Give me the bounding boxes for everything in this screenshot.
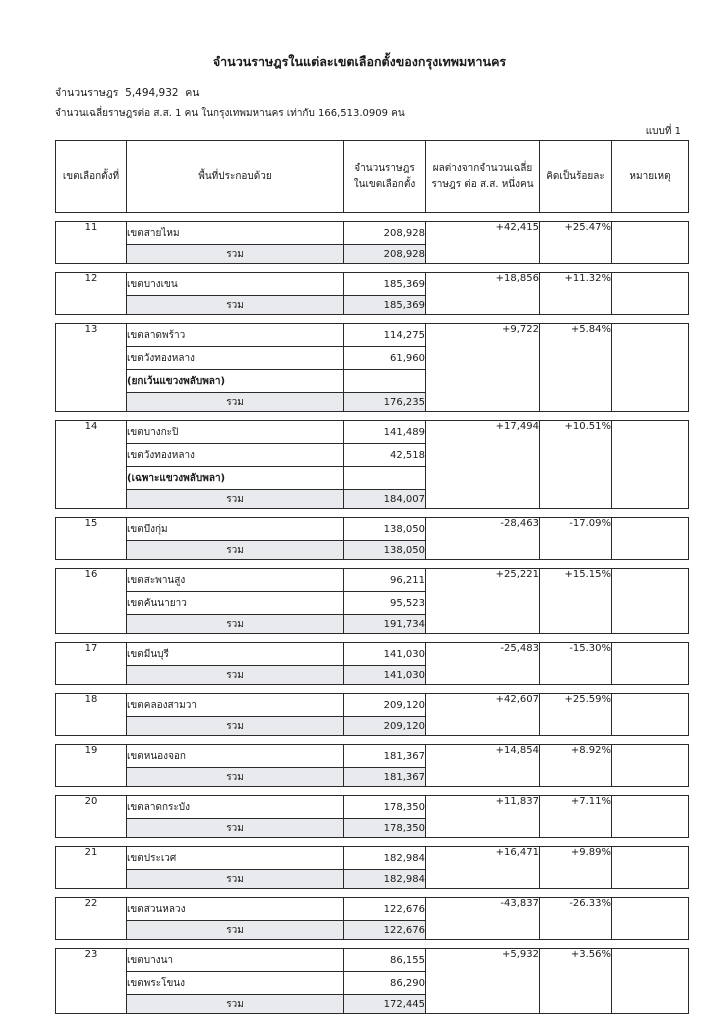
table-row	[56, 949, 689, 972]
header-population-line2: ในเขตเลือกตั้ง	[353, 178, 416, 190]
area-population: 95,523	[344, 592, 426, 615]
area-name: เขตมีนบุรี	[127, 643, 344, 666]
percent-value: +9.89%	[540, 847, 612, 889]
total-label: รวม	[127, 666, 344, 685]
area-population: 209,120	[344, 694, 426, 717]
area-population: 61,960	[344, 347, 426, 370]
total-value: 141,030	[344, 666, 426, 685]
area-name: เขตวังทองหลาง	[127, 347, 344, 370]
note-cell	[612, 694, 689, 736]
header-district-no: เขตเลือกตั้งที่	[56, 141, 127, 213]
note-cell	[612, 569, 689, 634]
percent-value: +15.15%	[540, 569, 612, 634]
difference-value: -25,483	[426, 643, 540, 685]
difference-value: +18,856	[426, 273, 540, 315]
difference-value: +14,854	[426, 745, 540, 787]
note-cell	[612, 421, 689, 509]
total-label: รวม	[127, 245, 344, 264]
district-number: 22	[56, 898, 127, 940]
percent-value: +7.11%	[540, 796, 612, 838]
header-difference-line2: ราษฎร ต่อ ส.ส. หนึ่งคน	[431, 178, 534, 190]
header-population	[344, 141, 426, 213]
difference-value: +9,722	[426, 324, 540, 412]
area-name: (ยกเว้นแขวงพลับพลา)	[127, 370, 344, 393]
header-note: หมายเหตุ	[612, 141, 689, 213]
area-population: 208,928	[344, 222, 426, 245]
total-value: 191,734	[344, 615, 426, 634]
area-name: เขตสายไหม	[127, 222, 344, 245]
form-label: แบบที่ 1	[645, 126, 681, 137]
table-row	[56, 643, 689, 666]
area-population: 122,676	[344, 898, 426, 921]
district-number: 19	[56, 745, 127, 787]
total-value: 138,050	[344, 541, 426, 560]
note-cell	[612, 847, 689, 889]
area-name: (เฉพาะแขวงพลับพลา)	[127, 467, 344, 490]
total-label: รวม	[127, 768, 344, 787]
percent-value: +25.59%	[540, 694, 612, 736]
total-value: 172,445	[344, 995, 426, 1014]
header-percent: คิดเป็นร้อยละ	[540, 141, 612, 213]
header-difference-line1: ผลต่างจากจำนวนเฉลี่ย	[432, 162, 533, 174]
area-population: 141,030	[344, 643, 426, 666]
total-value: 209,120	[344, 717, 426, 736]
table-row	[56, 324, 689, 347]
difference-value: +5,932	[426, 949, 540, 1014]
table-row	[56, 745, 689, 768]
total-label: รวม	[127, 717, 344, 736]
note-cell	[612, 898, 689, 940]
total-label: รวม	[127, 995, 344, 1014]
area-population: 178,350	[344, 796, 426, 819]
area-population: 182,984	[344, 847, 426, 870]
note-cell	[612, 745, 689, 787]
district-number: 13	[56, 324, 127, 412]
total-label: รวม	[127, 490, 344, 509]
population-label: จำนวนราษฎร	[55, 87, 119, 99]
note-cell	[612, 949, 689, 1014]
percent-value: +3.56%	[540, 949, 612, 1014]
table-row	[56, 222, 689, 245]
percent-value: +8.92%	[540, 745, 612, 787]
total-value: 122,676	[344, 921, 426, 940]
note-cell	[612, 273, 689, 315]
percent-value: -15.30%	[540, 643, 612, 685]
note-cell	[612, 222, 689, 264]
header-area: พื้นที่ประกอบด้วย	[127, 141, 344, 213]
area-population: 114,275	[344, 324, 426, 347]
percent-value: +11.32%	[540, 273, 612, 315]
area-population: 185,369	[344, 273, 426, 296]
population-unit: คน	[185, 87, 200, 99]
note-cell	[612, 518, 689, 560]
table-row	[56, 796, 689, 819]
page-title: จำนวนราษฎรในแต่ละเขตเลือกตั้งของกรุงเทพมหานคร	[212, 54, 507, 69]
total-label: รวม	[127, 541, 344, 560]
area-population: 86,290	[344, 972, 426, 995]
population-value: 5,494,932	[125, 87, 179, 99]
difference-value: +16,471	[426, 847, 540, 889]
area-population	[344, 467, 426, 490]
difference-value: +42,415	[426, 222, 540, 264]
table-row	[56, 569, 689, 592]
percent-value: -26.33%	[540, 898, 612, 940]
table-row	[56, 421, 689, 444]
percent-value: +10.51%	[540, 421, 612, 509]
area-name: เขตวังทองหลาง	[127, 444, 344, 467]
area-population: 42,518	[344, 444, 426, 467]
population-table	[55, 140, 689, 1014]
header-population-line1: จำนวนราษฎร	[354, 162, 415, 174]
district-number: 23	[56, 949, 127, 1014]
total-value: 208,928	[344, 245, 426, 264]
area-name: เขตลาดพร้าว	[127, 324, 344, 347]
area-name: เขตพระโขนง	[127, 972, 344, 995]
percent-value: +25.47%	[540, 222, 612, 264]
area-name: เขตบึงกุ่ม	[127, 518, 344, 541]
area-population: 96,211	[344, 569, 426, 592]
total-label: รวม	[127, 819, 344, 838]
district-number: 21	[56, 847, 127, 889]
difference-value: +25,221	[426, 569, 540, 634]
header-difference	[426, 141, 540, 213]
total-label: รวม	[127, 393, 344, 412]
area-population: 181,367	[344, 745, 426, 768]
difference-value: +17,494	[426, 421, 540, 509]
total-label: รวม	[127, 921, 344, 940]
area-name: เขตลาดกระบัง	[127, 796, 344, 819]
difference-value: +42,607	[426, 694, 540, 736]
area-name: เขตหนองจอก	[127, 745, 344, 768]
area-population: 86,155	[344, 949, 426, 972]
district-number: 17	[56, 643, 127, 685]
district-number: 15	[56, 518, 127, 560]
total-value: 178,350	[344, 819, 426, 838]
area-name: เขตสะพานสูง	[127, 569, 344, 592]
area-name: เขตบางเขน	[127, 273, 344, 296]
difference-value: +11,837	[426, 796, 540, 838]
area-population: 138,050	[344, 518, 426, 541]
district-number: 18	[56, 694, 127, 736]
total-value: 184,007	[344, 490, 426, 509]
total-label: รวม	[127, 870, 344, 889]
table-row	[56, 518, 689, 541]
total-value: 185,369	[344, 296, 426, 315]
note-cell	[612, 324, 689, 412]
area-population	[344, 370, 426, 393]
total-label: รวม	[127, 615, 344, 634]
area-name: เขตบางนา	[127, 949, 344, 972]
note-cell	[612, 796, 689, 838]
note-cell	[612, 643, 689, 685]
area-population: 141,489	[344, 421, 426, 444]
total-value: 176,235	[344, 393, 426, 412]
population-line	[55, 84, 199, 101]
area-name: เขตคันนายาว	[127, 592, 344, 615]
district-number: 16	[56, 569, 127, 634]
district-number: 12	[56, 273, 127, 315]
table-row	[56, 694, 689, 717]
total-value: 181,367	[344, 768, 426, 787]
area-name: เขตสวนหลวง	[127, 898, 344, 921]
percent-value: +5.84%	[540, 324, 612, 412]
table-row	[56, 847, 689, 870]
area-name: เขตคลองสามวา	[127, 694, 344, 717]
total-label: รวม	[127, 296, 344, 315]
district-number: 11	[56, 222, 127, 264]
table-row	[56, 273, 689, 296]
difference-value: -43,837	[426, 898, 540, 940]
total-value: 182,984	[344, 870, 426, 889]
table-row	[56, 898, 689, 921]
district-number: 14	[56, 421, 127, 509]
area-name: เขตประเวศ	[127, 847, 344, 870]
district-number: 20	[56, 796, 127, 838]
difference-value: -28,463	[426, 518, 540, 560]
area-name: เขตบางกะปิ	[127, 421, 344, 444]
average-line: จำนวนเฉลี่ยราษฎรต่อ ส.ส. 1 คน ในกรุงเทพมหานคร เท่ากับ 166,513.0909 คน	[55, 108, 405, 119]
percent-value: -17.09%	[540, 518, 612, 560]
